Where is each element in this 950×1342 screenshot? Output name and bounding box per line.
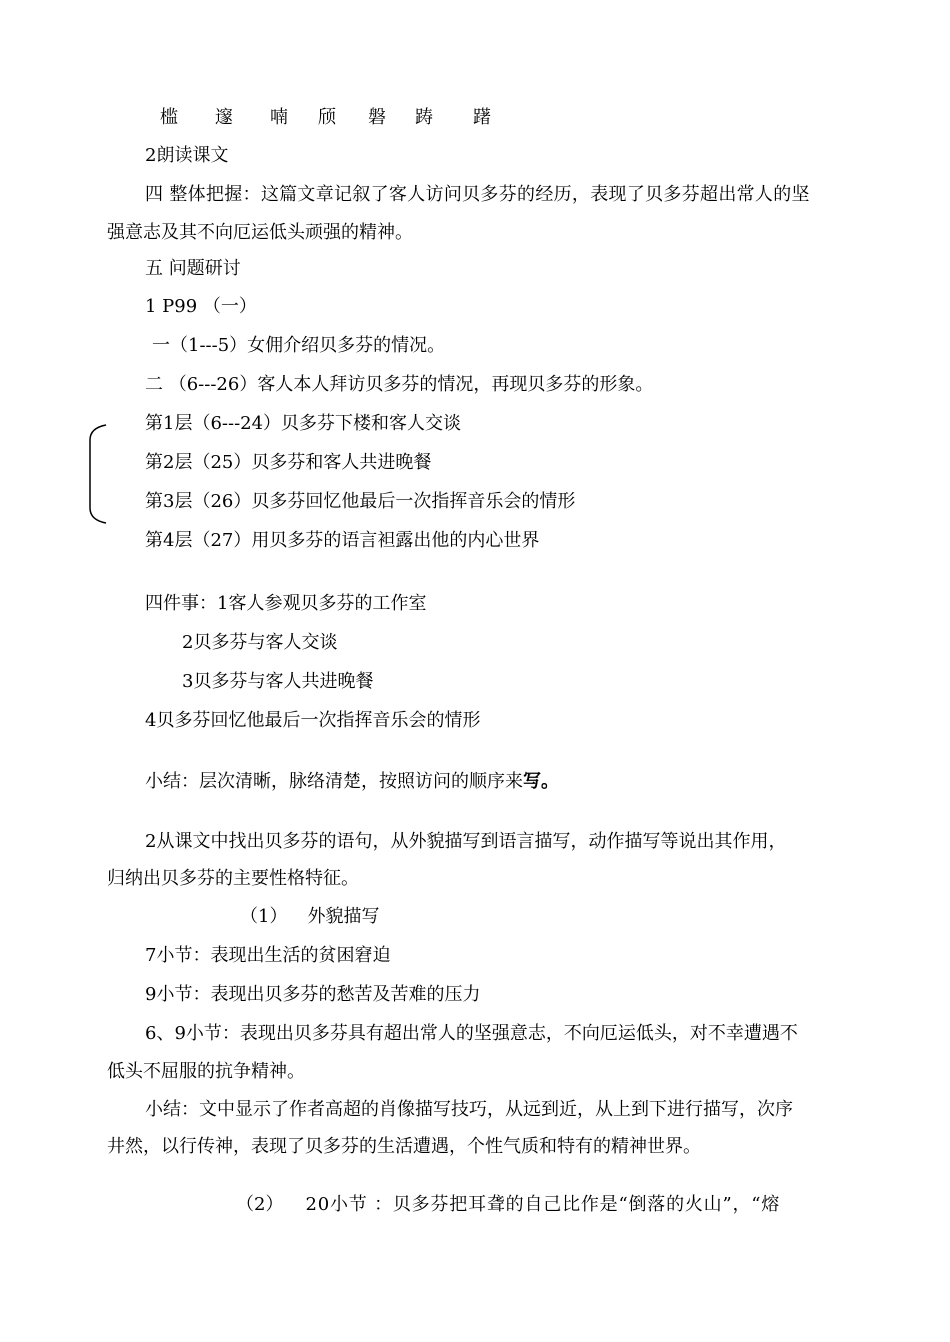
text-line: 1 P99 （一） bbox=[145, 296, 257, 317]
summary-text: 小结：层次清晰，脉络清楚，按照访问的顺序来 bbox=[145, 771, 523, 792]
layer-item: 第1层（6---24）贝多芬下楼和客人交谈 bbox=[145, 413, 462, 434]
char-7: 躇 bbox=[473, 107, 491, 128]
summary-bold-text: 写。 bbox=[523, 771, 559, 792]
char-1: 槛 bbox=[160, 107, 178, 128]
text-line: 井然，以行传神，表现了贝多芬的生活遭遇，个性气质和特有的精神世界。 bbox=[107, 1136, 701, 1157]
event-item: 3贝多芬与客人共进晚餐 bbox=[182, 671, 374, 692]
text-line: 9小节：表现出贝多芬的愁苦及苦难的压力 bbox=[145, 984, 481, 1005]
layer-item: 第2层（25）贝多芬和客人共进晚餐 bbox=[145, 452, 432, 473]
event-item: 四件事：1客人参观贝多芬的工作室 bbox=[145, 593, 427, 614]
text-line: 2从课文中找出贝多芬的语句，从外貌描写到语言描写，动作描写等说出其作用， bbox=[145, 831, 787, 852]
subheading bbox=[240, 906, 379, 928]
text-line: 7小节：表现出生活的贫困窘迫 bbox=[145, 945, 391, 966]
text-line: 2朗读课文 bbox=[145, 145, 229, 166]
char-3: 喃 bbox=[270, 107, 288, 128]
text-line: 小结：文中显示了作者高超的肖像描写技巧，从远到近，从上到下进行描写，次序 bbox=[145, 1099, 793, 1120]
char-5: 磐 bbox=[368, 107, 386, 128]
bracket-icon bbox=[86, 424, 108, 524]
char-2: 邃 bbox=[215, 107, 233, 128]
text-line: 归纳出贝多芬的主要性格特征。 bbox=[107, 868, 359, 889]
text-line: 一（1---5）女佣介绍贝多芬的情况。 bbox=[152, 335, 446, 356]
layer-item: 第3层（26）贝多芬回忆他最后一次指挥音乐会的情形 bbox=[145, 491, 576, 512]
text-line: 低头不屈服的抗争精神。 bbox=[107, 1061, 305, 1082]
subheading-text: 外貌描写 bbox=[307, 906, 380, 927]
event-item: 4贝多芬回忆他最后一次指挥音乐会的情形 bbox=[145, 710, 481, 731]
event-item: 2贝多芬与客人交谈 bbox=[182, 632, 338, 653]
text-line: 二 （6---26）客人本人拜访贝多芬的情况，再现贝多芬的形象。 bbox=[145, 374, 654, 395]
char-4: 颀 bbox=[318, 107, 336, 128]
subheading-number: （2） bbox=[236, 1194, 284, 1215]
text-line: 强意志及其不向厄运低头顽强的精神。 bbox=[107, 222, 413, 243]
summary-line bbox=[145, 771, 559, 793]
subheading-text: 20小节 ：贝多芬把耳聋的自己比作是“倒落的火山”，“熔 bbox=[305, 1194, 781, 1215]
char-6: 踌 bbox=[415, 107, 433, 128]
text-line: 6、9小节：表现出贝多芬具有超出常人的坚强意志，不向厄运低头，对不幸遭遇不 bbox=[145, 1023, 798, 1044]
subheading-number: （1） bbox=[240, 906, 288, 927]
subheading bbox=[236, 1194, 780, 1216]
section-heading: 五 问题研讨 bbox=[145, 258, 241, 279]
text-line: 四 整体把握：这篇文章记叙了客人访问贝多芬的经历，表现了贝多芬超出常人的坚 bbox=[145, 184, 810, 205]
layer-item: 第4层（27）用贝多芬的语言袒露出他的内心世界 bbox=[145, 530, 540, 551]
character-list bbox=[0, 107, 950, 129]
